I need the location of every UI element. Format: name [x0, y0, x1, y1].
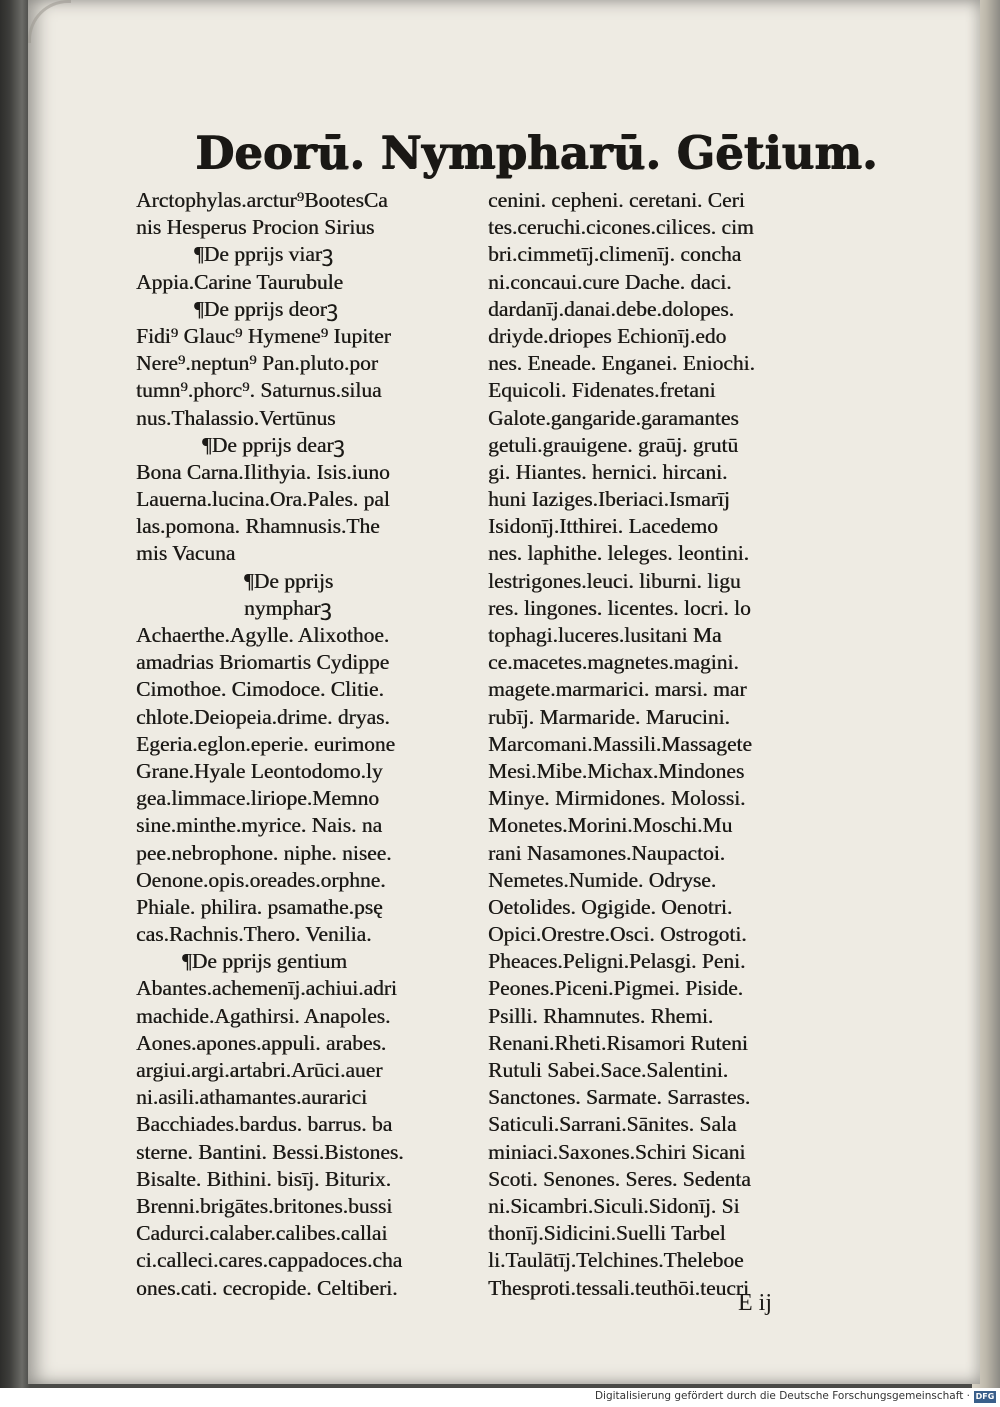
right-text-line: tes.ceruchi.cicones.cilices. cim — [488, 215, 754, 240]
right-text-line: Rutuli Sabei.Sace.Salentini. — [488, 1058, 729, 1082]
left-text-line: nus.Thalassio.Vertūnus — [136, 405, 336, 430]
left-text-line: amadrias Briomartis Cydippe — [136, 650, 390, 675]
right-text-line: rani Nasamones.Naupactoi. — [488, 840, 726, 865]
right-text-line: Galote.gangaride.garamantes — [488, 405, 739, 430]
left-text-line: cas.Rachnis.Thero. Venilia. — [136, 922, 372, 947]
left-text-line: machide.Agathirsi. Anapoles. — [136, 1003, 391, 1028]
left-text-line: Nere⁹.neptun⁹ Pan.pluto.por — [136, 351, 378, 376]
left-text-line: nympharꝫ — [244, 595, 332, 620]
left-text-line: ¶De pprijs gentium — [182, 949, 347, 974]
left-text-line: Bisalte. Bithini. bisīj. Biturix. — [136, 1166, 392, 1191]
right-text-column — [488, 187, 828, 1302]
right-text-line: lestrigones.leuci. liburni. ligu — [488, 568, 741, 593]
right-text-line: li.Taulātīj.Telchines.Theleboe — [488, 1248, 744, 1273]
right-text-line: Thesproti.tessali.teuthōi.teucri — [488, 1275, 749, 1300]
right-text-line: res. lingones. licentes. locri. lo — [488, 595, 751, 620]
page-heading: Deorū. Nympharū. Gētium. — [195, 126, 878, 179]
right-text-line: Marcomani.Massili.Massagete — [488, 731, 752, 756]
left-text-line: Lauerna.lucina.Ora.Pales. pal — [136, 487, 390, 512]
right-text-line: Renani.Rheti.Risamori Ruteni — [488, 1030, 748, 1055]
left-text-line: Oenone.opis.oreades.orphne. — [136, 867, 386, 892]
right-text-line: ni.concaui.cure Dache. daci. — [488, 269, 732, 294]
left-text-line: ¶De pprijs dearꝫ — [202, 432, 345, 457]
left-text-line: ¶De pprijs — [244, 568, 334, 593]
right-text-line: driyde.driopes Echionīj.edo — [488, 323, 727, 348]
right-text-line: Pheaces.Peligni.Pelasgi. Peni. — [488, 949, 746, 974]
right-text-line: gi. Hiantes. hernici. hircani. — [488, 459, 728, 484]
left-text-line: chlote.Deiopeia.drime. dryas. — [136, 704, 390, 729]
left-text-line: ¶De pprijs viarꝫ — [194, 242, 333, 267]
left-text-line: sterne. Bantini. Bessi.Bistones. — [136, 1139, 404, 1164]
left-text-line: Fidi⁹ Glauc⁹ Hymene⁹ Iupiter — [136, 323, 391, 348]
right-text-line: nes. Eneade. Enganei. Eniochi. — [488, 351, 755, 376]
right-text-line: Sanctones. Sarmate. Sarrastes. — [488, 1085, 751, 1110]
right-text-line: thonīj.Sidicini.Suelli Tarbel — [488, 1221, 726, 1246]
right-text-line: Isidonīj.Itthirei. Lacedemo — [488, 514, 718, 539]
left-text-line: Achaerthe.Agylle. Alixothoe. — [136, 623, 390, 647]
left-text-line: las.pomona. Rhamnusis.The — [136, 514, 380, 539]
signature-mark: E ij — [738, 1290, 772, 1316]
left-text-line: tumn⁹.phorc⁹. Saturnus.silua — [136, 378, 382, 403]
left-text-line: Egeria.eglon.eperie. eurimone — [136, 731, 396, 756]
left-text-line: Brenni.brigātes.britones.bussi — [136, 1193, 393, 1218]
left-text-line: Aones.apones.appuli. arabes. — [136, 1030, 387, 1055]
left-text-line: Cimothoe. Cimodoce. Clitie. — [136, 677, 384, 702]
left-text-line: Appia.Carine Taurubule — [136, 269, 344, 294]
left-text-line: Grane.Hyale Leontodomo.ly — [136, 758, 383, 783]
page-curl — [28, 0, 71, 43]
right-text-line: rubīj. Marmaride. Marucini. — [488, 704, 730, 729]
left-text-line: ci.calleci.cares.cappadoces.cha — [136, 1248, 403, 1273]
left-text-line: sine.minthe.myrice. Nais. na — [136, 813, 382, 838]
right-text-line: Equicoli. Fidenates.fretani — [488, 378, 716, 403]
right-text-line: Saticuli.Sarrani.Sānites. Sala — [488, 1112, 737, 1137]
right-text-line: miniaci.Saxones.Schiri Sicani — [488, 1139, 746, 1164]
right-text-line: magete.marmarici. marsi. mar — [488, 677, 747, 702]
right-text-line: bri.cimmetīj.climenīj. concha — [488, 242, 742, 267]
right-text-line: Psilli. Rhamnutes. Rhemi. — [488, 1003, 714, 1028]
left-text-line: Cadurci.calaber.calibes.callai — [136, 1221, 388, 1246]
funding-notice: Digitalisierung gefördert durch die Deutsche Forschungsgemeinschaft · — [594, 1390, 970, 1402]
footer-bar — [0, 1388, 1000, 1407]
left-text-line: gea.limmace.liriope.Memno — [136, 786, 379, 811]
left-text-line: ni.asili.athamantes.aurarici — [136, 1085, 368, 1110]
left-text-line: Phiale. philira. psamathe.psę — [136, 894, 383, 919]
right-text-line: Mesi.Mibe.Michax.Mindones — [488, 758, 745, 783]
right-text-line: tophagi.luceres.lusitani Ma — [488, 623, 722, 647]
right-text-line: Opici.Orestre.Osci. Ostrogoti. — [488, 922, 747, 947]
right-text-line: Nemetes.Numide. Odryse. — [488, 867, 717, 892]
right-text-line: Monetes.Morini.Moschi.Mu — [488, 813, 733, 838]
left-text-line: mis Vacuna — [136, 541, 236, 566]
left-text-line: Bacchiades.bardus. barrus. ba — [136, 1112, 393, 1137]
right-text-line: nes. laphithe. leleges. leontini. — [488, 541, 749, 566]
right-text-line: Peones.Piceni.Pigmei. Piside. — [488, 976, 744, 1001]
left-text-line: ¶De pprijs deorꝫ — [194, 296, 338, 321]
left-text-line: Bona Carna.Ilithyia. Isis.iuno — [136, 459, 390, 484]
left-text-line: pee.nebrophone. niphe. nisee. — [136, 840, 392, 865]
right-text-line: ce.macetes.magnetes.magini. — [488, 650, 739, 675]
left-text-line: argiui.argi.artabri.Arūci.auer — [136, 1058, 383, 1082]
dfg-logo: DFG — [975, 1392, 995, 1401]
left-text-line: Arctophylas.arctur⁹BootesCa — [136, 188, 388, 212]
right-text-line: Oetolides. Ogigide. Oenotri. — [488, 894, 733, 919]
left-text-line: Abantes.achemenīj.achiui.adri — [136, 976, 397, 1001]
right-text-line: getuli.grauigene. graūj. grutū — [488, 432, 739, 457]
left-text-line: ones.cati. cecropide. Celtiberi. — [136, 1275, 398, 1300]
left-text-column — [136, 187, 476, 1302]
right-text-line: Scoti. Senones. Seres. Sedenta — [488, 1166, 751, 1191]
right-text-line: Minye. Mirmidones. Molossi. — [488, 786, 746, 811]
right-text-line: cenini. cepheni. ceretani. Ceri — [488, 188, 745, 212]
right-text-line: ni.Sicambri.Siculi.Sidonīj. Si — [488, 1193, 740, 1218]
right-text-line: huni Iaziges.Iberiaci.Ismarīj — [488, 487, 730, 512]
left-text-line: nis Hesperus Procion Sirius — [136, 215, 375, 240]
right-text-line: dardanīj.danai.debe.dolopes. — [488, 296, 734, 321]
